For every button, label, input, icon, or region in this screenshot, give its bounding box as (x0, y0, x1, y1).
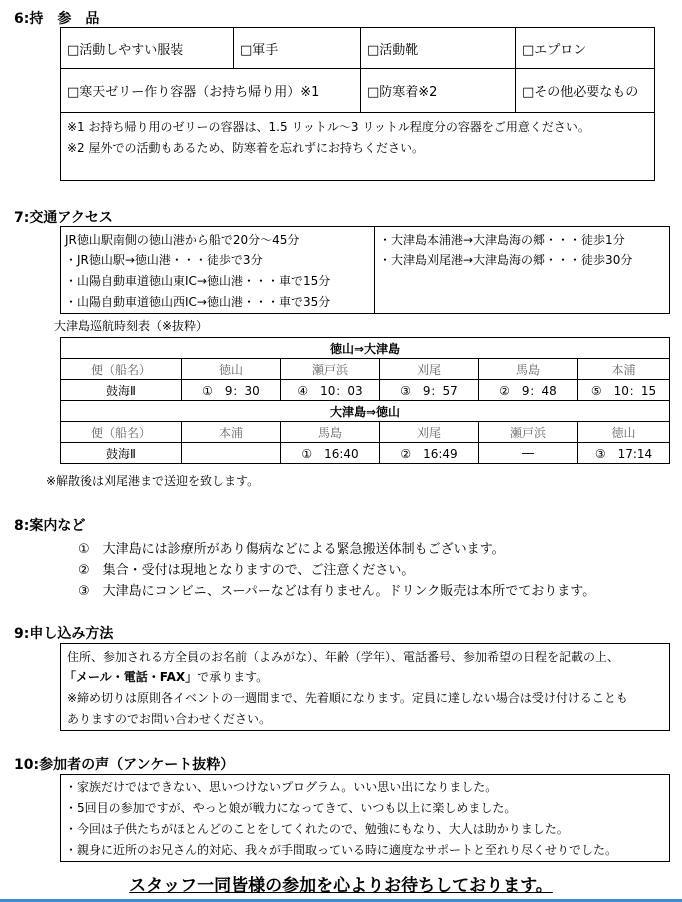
access-box (60, 226, 670, 314)
belongings-notes (61, 113, 655, 181)
voice-item: ・今回は子供たちがほとんどのことをしてくれたので、勉強にもなり、大人は助かりました。 (65, 822, 569, 836)
column-header: 徳山 (578, 422, 670, 443)
application-line (64, 668, 268, 685)
contact-methods: 「メール・電話・FAX」 (64, 670, 198, 684)
closing-row (0, 871, 682, 896)
table-cell: ③ 17:14 (578, 443, 670, 464)
column-header: 刈尾 (380, 422, 479, 443)
column-header: 徳山 (182, 359, 281, 380)
belonging-item: □寒天ゼリー作り容器（お持ち帰り用）※1 (61, 69, 361, 113)
table-cell: ③ 9：57 (380, 380, 479, 401)
access-left-line: ・山陽自動車道徳山西IC→徳山港・・・車で35分 (65, 295, 331, 309)
ferry-timetable (60, 337, 670, 464)
voices-box (60, 774, 670, 862)
access-left-line: JR徳山駅南側の徳山港から船で20分～45分 (65, 233, 300, 247)
section-7-title: 7:交通アクセス (14, 210, 113, 226)
timetable-title: 大津島巡航時刻表（※抜粋） (54, 319, 209, 333)
table-cell: ④ 10：03 (281, 380, 380, 401)
belonging-item: □エプロン (516, 28, 655, 69)
belonging-item: □活動靴 (361, 28, 516, 69)
note-2: ※2 屋外での活動もあるため、防寒着を忘れずにお持ちください。 (67, 141, 425, 155)
table-cell: 鼓海Ⅱ (61, 380, 182, 401)
access-right-line: ・大津島刈尾港→大津島海の郷・・・徒歩30分 (379, 253, 633, 267)
guide-item: ① 大津島には診療所があり傷病などによる緊急搬送体制もございます。 (78, 542, 505, 557)
application-line: ※締め切りは原則各イベントの一週間まで、先着順になります。定員に達しない場合は受け付けることも (67, 691, 628, 705)
column-header: 本浦 (578, 359, 670, 380)
column-header: 本浦 (182, 422, 281, 443)
closing-message: スタッフ一同皆様の参加を心よりお待ちしております。 (129, 876, 553, 896)
table-cell: ② 16:49 (380, 443, 479, 464)
inbound-header: 大津島⇒徳山 (61, 401, 670, 422)
dismissal-note: ※解散後は刈尾港まで送迎を致します。 (46, 474, 260, 488)
application-box (60, 643, 670, 731)
note-1: ※1 お持ち帰り用のゼリーの容器は、1.5 リットル～3 リットル程度分の容器をご用意ください。 (67, 120, 590, 134)
column-header: 刈尾 (380, 359, 479, 380)
table-cell: ① 9：30 (182, 380, 281, 401)
table-cell: ① 16:40 (281, 443, 380, 464)
column-header: 便（船名） (61, 359, 182, 380)
table-cell: ― (479, 443, 578, 464)
column-header: 瀬戸浜 (281, 359, 380, 380)
belongings-table (60, 27, 655, 181)
table-cell (182, 443, 281, 464)
belonging-item: □その他必要なもの (516, 69, 655, 113)
voice-item: ・家族だけではできない、思いつけないプログラム。いい思い出になりました。 (65, 780, 498, 794)
access-right-line: ・大津島本浦港→大津島海の郷・・・徒歩1分 (379, 233, 625, 247)
voice-item: ・親身に近所のお兄さん的対応、我々が手間取っている時に適度なサポートと至れり尽くせりでした。 (65, 843, 618, 857)
belonging-item: □活動しやすい服装 (61, 28, 234, 69)
application-line-rest: で承ります。 (197, 670, 269, 684)
belonging-item: □防寒着※2 (361, 69, 516, 113)
section-8-title: 8:案内など (14, 518, 86, 534)
section-10-title: 10:参加者の声（アンケート抜粋） (14, 757, 235, 773)
belonging-item: □軍手 (234, 28, 361, 69)
column-header: 瀬戸浜 (479, 422, 578, 443)
voice-item: ・5回目の参加ですが、やっと娘が戦力になってきて、いつも以上に楽しめました。 (65, 801, 517, 815)
table-cell: 鼓海Ⅱ (61, 443, 182, 464)
section-6-title: 6:持 参 品 (14, 11, 100, 27)
section-9-title: 9:申し込み方法 (14, 626, 114, 642)
access-divider (374, 227, 375, 313)
column-header: 馬島 (479, 359, 578, 380)
outbound-header: 徳山⇒大津島 (61, 338, 670, 359)
application-line: 住所、参加される方全員のお名前（よみがな）、年齢（学年）、電話番号、参加希望の日程を記載の上、 (67, 650, 620, 664)
access-left-line: ・JR徳山駅→徳山港・・・徒歩で3分 (65, 253, 263, 267)
application-line: ありますのでお問い合わせください。 (67, 712, 272, 726)
guide-item: ② 集合・受付は現地となりますので、ご注意ください。 (78, 563, 415, 578)
column-header: 馬島 (281, 422, 380, 443)
access-left-line: ・山陽自動車道徳山東IC→徳山港・・・車で15分 (65, 274, 331, 288)
table-cell: ② 9：48 (479, 380, 578, 401)
table-cell: ⑤ 10：15 (578, 380, 670, 401)
guide-item: ③ 大津島にコンビニ、スーパーなどは有りません。ドリンク販売は本所でております。 (78, 584, 596, 599)
column-header: 便（船名） (61, 422, 182, 443)
